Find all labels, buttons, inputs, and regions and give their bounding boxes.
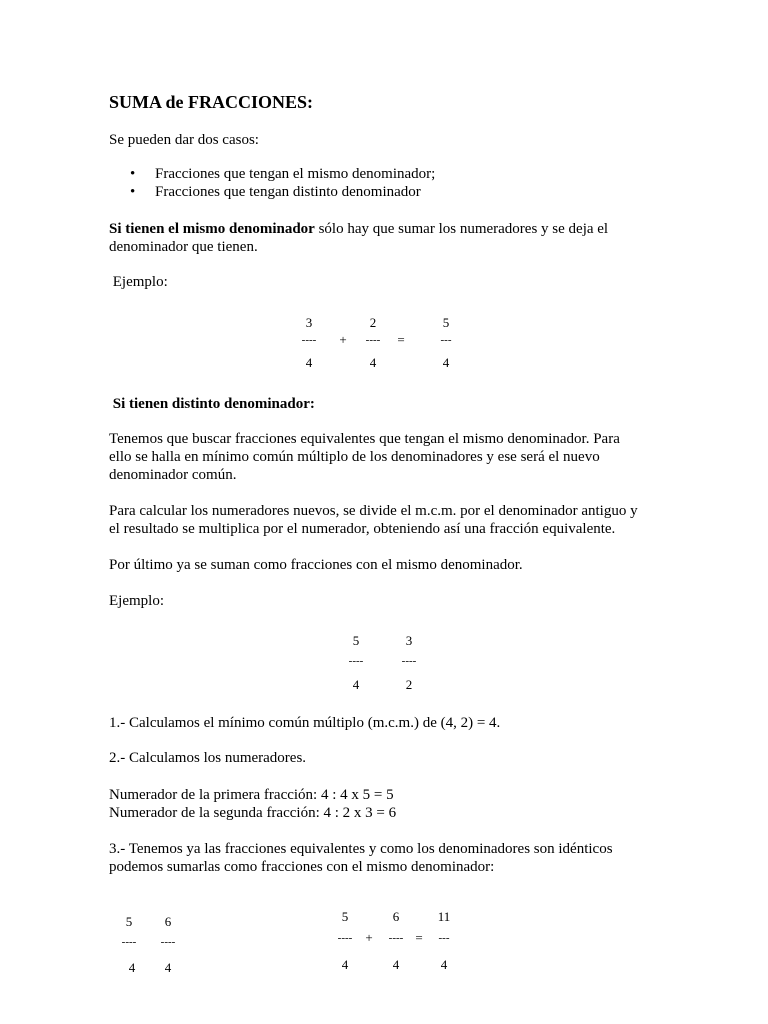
intro-text: Se pueden dar dos casos: [109,132,259,148]
fraction-bar: ---- [160,936,176,948]
list-item: • Fracciones que tengan distinto denominador [130,183,435,201]
paragraph-line: 3.- Tenemos ya las fracciones equivalentes y como los denominadores son idénticos [109,841,613,857]
numerator: 3 [405,633,413,648]
example-label-2: Ejemplo: [109,593,164,609]
numerator: 5 [352,633,360,648]
numerator: 5 [341,909,349,924]
denominator: 4 [305,355,313,370]
numerator-second: Numerador de la segunda fracción: 4 : 2 x 3 = 6 [109,805,397,821]
paragraph-line: Para calcular los numeradores nuevos, se divide el m.c.m. por el denominador antiguo y [109,503,638,519]
fraction-bar: --- [438,932,450,944]
paragraph-sum: Por último ya se suman como fracciones con el mismo denominador. [109,557,523,573]
denominator: 4 [392,957,400,972]
paragraph-line: Tenemos que buscar fracciones equivalentes que tengan el mismo denominador. Para [109,431,620,447]
plus-sign: + [339,332,347,347]
plus-sign: + [365,930,373,945]
numerator: 5 [442,315,450,330]
different-denominator-heading: Si tienen distinto denominador: [109,396,315,412]
same-denominator-paragraph [109,220,608,256]
denominator: 4 [164,960,172,975]
numerators-block [109,786,396,822]
step-3 [109,840,613,876]
list-item: • Fracciones que tengan el mismo denominador; [130,165,435,183]
fraction-bar: ---- [337,932,353,944]
denominator: 4 [341,957,349,972]
page-title: SUMA de FRACCIONES: [109,92,314,112]
numerator: 2 [369,315,377,330]
cases-list [130,165,435,201]
paragraph-line: ello se halla en mínimo común múltiplo de los denominadores y ese será el nuevo [109,449,600,465]
paragraph-new-numerators [109,502,638,538]
same-denominator-rest: sólo hay que sumar los numeradores y se deja el [314,221,609,237]
denominator: 4 [352,677,360,692]
numerator: 3 [305,315,313,330]
denominator: 4 [128,960,136,975]
paragraph-equivalent-fractions [109,430,620,484]
paragraph-line: el resultado se multiplica por el numerador, obteniendo así una fracción equivalente. [109,521,616,537]
fraction-bar: ---- [348,655,364,667]
numerator: 6 [392,909,400,924]
numerator: 5 [125,914,133,929]
fraction-bar: ---- [121,936,137,948]
numerator: 11 [437,909,451,924]
denominator: 4 [369,355,377,370]
fraction-bar: ---- [301,334,317,346]
denominator: 2 [405,677,413,692]
fraction-bar: ---- [401,655,417,667]
step-1: 1.- Calculamos el mínimo común múltiplo (m.c.m.) de (4, 2) = 4. [109,715,501,731]
same-denominator-line2: denominador que tienen. [109,239,258,255]
denominator: 4 [442,355,450,370]
equals-sign: = [415,930,423,945]
same-denominator-bold: Si tienen el mismo denominador [109,221,315,237]
fraction-bar: --- [440,334,452,346]
paragraph-line: denominador común. [109,467,237,483]
step-2: 2.- Calculamos los numeradores. [109,750,307,766]
paragraph-line: podemos sumarlas como fracciones con el mismo denominador: [109,859,495,875]
numerator-first: Numerador de la primera fracción: 4 : 4 x 5 = 5 [109,787,394,803]
example-label-1: Ejemplo: [109,274,168,290]
equals-sign: = [397,332,405,347]
numerator: 6 [164,914,172,929]
denominator: 4 [440,957,448,972]
fraction-bar: ---- [365,334,381,346]
fraction-bar: ---- [388,932,404,944]
